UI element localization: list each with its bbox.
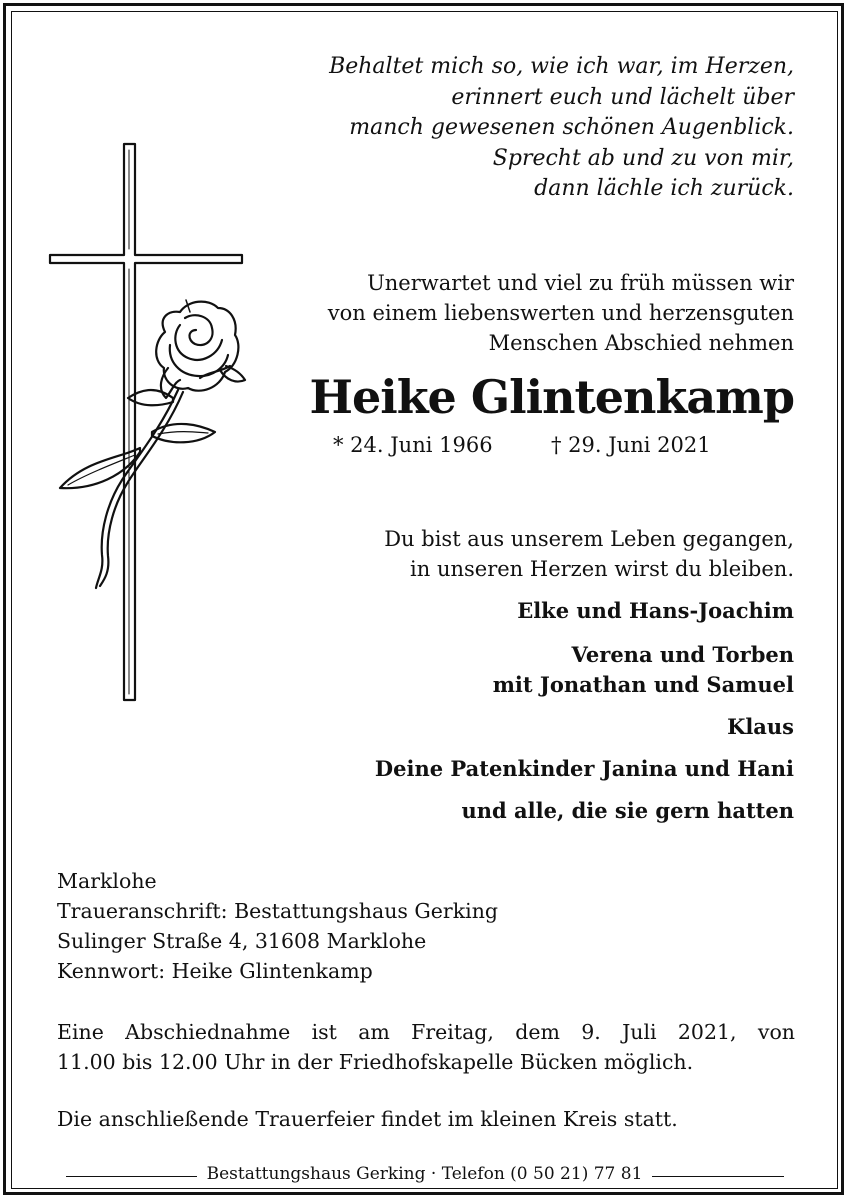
deceased-name: Heike Glintenkamp [309, 370, 794, 424]
poem [234, 52, 794, 205]
birth-date: * 24. Juni 1966 [333, 433, 493, 457]
funeral-home-contact: Bestattungshaus Gerking · Telefon (0 50 21) 77 81 [197, 1164, 653, 1184]
address-line: Kennwort: Heike Glintenkamp [57, 959, 373, 983]
farewell-word: Juli [622, 1020, 657, 1044]
farewell-line-1 [57, 1017, 795, 1047]
poem-line: Behaltet mich so, wie ich war, im Herzen, [329, 54, 794, 79]
quote-line: in unseren Herzen wirst du bleiben. [410, 557, 794, 581]
poem-line: manch gewesenen schönen Augenblick. [349, 115, 794, 140]
ceremony-notice: Die anschließende Trauerfeier findet im kleinen Kreis statt. [57, 1107, 678, 1131]
farewell-word: von [757, 1020, 795, 1044]
farewell-line-2: 11.00 bis 12.00 Uhr in der Friedhofskapelle Bücken möglich. [57, 1050, 694, 1074]
farewell-word: Eine [57, 1020, 104, 1044]
farewell-word: dem [515, 1020, 560, 1044]
death-date: † 29. Juni 2021 [551, 433, 711, 457]
life-dates [333, 430, 753, 460]
farewell-word: am [358, 1020, 390, 1044]
poem-line: dann lächle ich zurück. [534, 176, 794, 201]
intro-text [234, 268, 794, 358]
farewell-word: 2021, [677, 1020, 737, 1044]
mourner-line: Verena und Torben [571, 642, 794, 667]
farewell-word: Abschiednahme [125, 1020, 291, 1044]
poem-line: Sprecht ab und zu von mir, [492, 145, 794, 171]
farewell-notice [57, 1017, 795, 1077]
address-line: Marklohe [57, 869, 157, 893]
footer [0, 1161, 849, 1187]
address-line: Sulinger Straße 4, 31608 Marklohe [57, 929, 427, 953]
farewell-word: 9. [581, 1020, 601, 1044]
farewell-word: ist [311, 1020, 337, 1044]
poem-line: erinnert euch und lächelt über [451, 84, 794, 110]
intro-line: Unerwartet und viel zu früh müssen wir [367, 271, 794, 295]
mourner-line: Klaus [727, 714, 794, 739]
intro-line: von einem liebenswerten und herzensguten [327, 301, 794, 325]
mourners-list [234, 596, 794, 826]
farewell-word: Freitag, [411, 1020, 494, 1044]
mourner-line: mit Jonathan und Samuel [492, 672, 794, 697]
mourner-line: und alle, die sie gern hatten [461, 798, 794, 823]
address-line: Traueranschrift: Bestattungshaus Gerking [57, 899, 499, 923]
memorial-quote [234, 524, 794, 584]
mourner-line: Elke und Hans-Joachim [517, 598, 794, 623]
mourning-address [57, 866, 757, 986]
mourner-line: Deine Patenkinder Janina und Hani [374, 756, 794, 781]
intro-line: Menschen Abschied nehmen [488, 331, 794, 355]
quote-line: Du bist aus unserem Leben gegangen, [384, 527, 794, 551]
